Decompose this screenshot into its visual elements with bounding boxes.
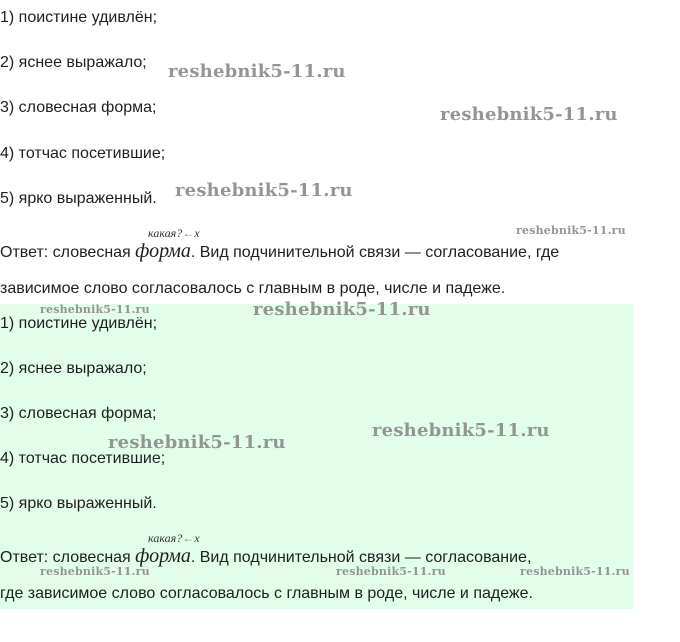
watermark: reshebnik5-11.ru bbox=[108, 432, 286, 453]
list-item: 3) словесная форма; bbox=[0, 99, 157, 116]
watermark: reshebnik5-11.ru bbox=[40, 565, 150, 578]
watermark: reshebnik5-11.ru bbox=[175, 180, 353, 201]
watermark: reshebnik5-11.ru bbox=[253, 299, 431, 320]
list-item: 1) поистине удивлён; bbox=[0, 315, 158, 332]
list-item: 3) словесная форма; bbox=[0, 405, 157, 422]
watermark: reshebnik5-11.ru bbox=[440, 104, 618, 125]
answer-line: Ответ: словесная форма. Вид подчинительной связи — согласование, где bbox=[0, 240, 560, 262]
list-item: 2) яснее выражало; bbox=[0, 360, 147, 377]
watermark: reshebnik5-11.ru bbox=[520, 565, 630, 578]
answer-line-continued: где зависимое слово согласовалось с главным в роде, числе и падеже. bbox=[0, 585, 533, 602]
list-item: 2) яснее выражало; bbox=[0, 54, 147, 71]
list-item: 5) ярко выраженный. bbox=[0, 495, 157, 512]
question-annotation: какая?←x bbox=[148, 226, 200, 240]
watermark: reshebnik5-11.ru bbox=[336, 565, 446, 578]
main-word: форма bbox=[135, 545, 191, 567]
list-item: 4) тотчас посетившие; bbox=[0, 450, 166, 467]
answer-line-continued: зависимое слово согласовалось с главным в роде, числе и падеже. bbox=[0, 280, 506, 297]
answer-line: Ответ: словесная форма. Вид подчинительной связи — согласование, bbox=[0, 545, 532, 567]
list-item: 1) поистине удивлён; bbox=[0, 9, 158, 26]
watermark: reshebnik5-11.ru bbox=[516, 224, 626, 237]
watermark: reshebnik5-11.ru bbox=[40, 303, 150, 316]
watermark: reshebnik5-11.ru bbox=[372, 420, 550, 441]
list-item: 5) ярко выраженный. bbox=[0, 190, 157, 207]
list-item: 4) тотчас посетившие; bbox=[0, 145, 166, 162]
main-word: форма bbox=[135, 240, 191, 262]
question-annotation: какая?←x bbox=[148, 531, 200, 545]
watermark: reshebnik5-11.ru bbox=[168, 61, 346, 82]
